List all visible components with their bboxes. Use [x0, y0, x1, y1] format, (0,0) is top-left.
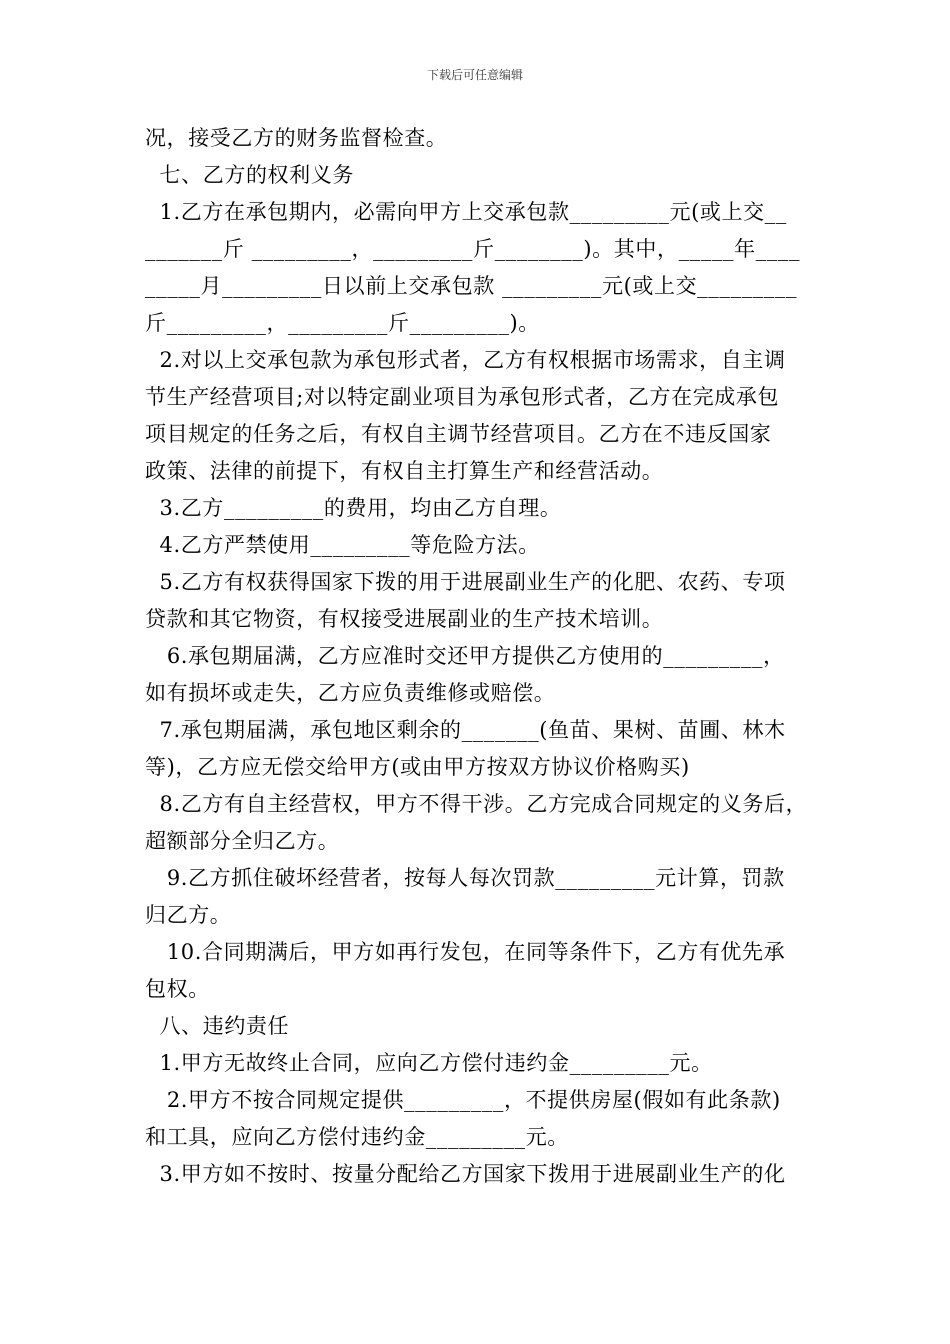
text-line: 4.乙方严禁使用_________等危险方法。 — [145, 533, 540, 557]
text-line: _____月_________日以前上交承包款 _________元(或上交_________ — [145, 274, 798, 298]
page-header: 下载后可任意编辑 — [426, 68, 523, 82]
text-line: 项目规定的任务之后，有权自主调节经营项目。乙方在不违反国家 — [145, 422, 772, 446]
section-heading: 七、乙方的权利义务 — [145, 163, 354, 187]
text-line: 9.乙方抓住破坏经营者，按每人每次罚款_________元计算，罚款 — [145, 866, 785, 890]
text-line: 包权。 — [145, 977, 210, 1001]
text-line: 5.乙方有权获得国家下拨的用于进展副业生产的化肥、农药、专项 — [145, 570, 786, 594]
document-body — [145, 120, 810, 1193]
text-line: 和工具，应向乙方偿付违约金_________元。 — [145, 1125, 569, 1149]
text-line: 2.甲方不按合同规定提供_________，不提供房屋(假如有此条款) — [145, 1088, 781, 1112]
text-line: 6.承包期届满，乙方应准时交还甲方提供乙方使用的_________， — [145, 644, 785, 668]
section-heading: 八、违约责任 — [145, 1014, 290, 1038]
text-line: 8.乙方有自主经营权，甲方不得干涉。乙方完成合同规定的义务后， — [145, 792, 808, 816]
text-line: 超额部分全归乙方。 — [145, 829, 340, 853]
text-line: 等)，乙方应无偿交给甲方(或由甲方按双方协议价格购买) — [145, 755, 690, 779]
text-line: 节生产经营项目;对以特定副业项目为承包形式者，乙方在完成承包 — [145, 385, 780, 409]
text-line: 3.乙方_________的费用，均由乙方自理。 — [145, 496, 562, 520]
text-line: 如有损坏或走失，乙方应负责维修或赔偿。 — [145, 681, 556, 705]
text-line: 况，接受乙方的财务监督检查。 — [145, 126, 448, 150]
text-line: 3.甲方如不按时、按量分配给乙方国家下拨用于进展副业生产的化 — [145, 1162, 786, 1186]
text-line: 1.乙方在承包期内，必需向甲方上交承包款_________元(或上交__ — [145, 200, 787, 224]
text-line: 7.承包期届满，承包地区剩余的_______(鱼苗、果树、苗圃、林木 — [145, 718, 786, 742]
text-line: _______斤 _________，_________斤________)。其中，_____年____ — [145, 237, 801, 261]
text-line: 2.对以上交承包款为承包形式者，乙方有权根据市场需求，自主调 — [145, 348, 786, 372]
text-line: 政策、法律的前提下，有权自主打算生产和经营活动。 — [145, 459, 664, 483]
text-line: 贷款和其它物资，有权接受进展副业的生产技术培训。 — [145, 607, 664, 631]
text-line: 归乙方。 — [145, 903, 232, 927]
text-line: 斤_________，_________斤_________)。 — [145, 311, 540, 335]
text-line: 1.甲方无故终止合同，应向乙方偿付违约金_________元。 — [145, 1051, 713, 1075]
text-line: 10.合同期满后，甲方如再行发包，在同等条件下，乙方有优先承 — [145, 940, 786, 964]
